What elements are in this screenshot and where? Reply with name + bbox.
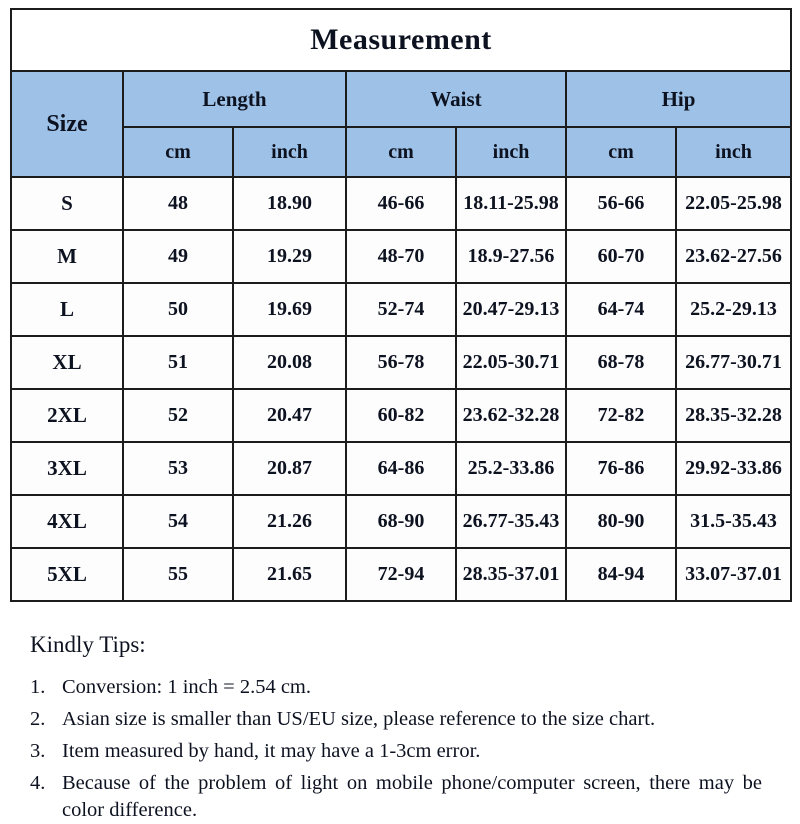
tip-number: 1. [30,676,46,698]
tip-text: Asian size is smaller than US/EU size, please reference to the size chart. [62,708,656,730]
table-row [11,442,791,495]
hip-cm-cell: 56-66 [566,177,676,230]
tip-number: 2. [30,708,46,730]
table-row [11,230,791,283]
hip-inch-cell: 31.5-35.43 [676,495,791,548]
length-cm-cell: 50 [123,283,233,336]
hip-cm-cell: 72-82 [566,389,676,442]
waist-inch-cell: 22.05-30.71 [456,336,566,389]
length-inch-cell: 18.90 [233,177,346,230]
hip-inch-header: inch [676,127,791,177]
waist-inch-cell: 18.11-25.98 [456,177,566,230]
group-header-row [11,71,791,127]
size-cell: S [11,177,123,230]
hip-cm-cell: 80-90 [566,495,676,548]
length-cm-cell: 52 [123,389,233,442]
table-row [11,389,791,442]
tip-item [30,674,780,701]
tip-number: 3. [30,740,46,762]
length-inch-cell: 20.47 [233,389,346,442]
tip-text: Conversion: 1 inch = 2.54 cm. [62,676,311,698]
size-cell: L [11,283,123,336]
waist-inch-cell: 25.2-33.86 [456,442,566,495]
table-row [11,495,791,548]
waist-inch-header: inch [456,127,566,177]
hip-inch-cell: 22.05-25.98 [676,177,791,230]
waist-cm-cell: 72-94 [346,548,456,601]
length-cm-cell: 55 [123,548,233,601]
waist-inch-cell: 28.35-37.01 [456,548,566,601]
waist-inch-cell: 20.47-29.13 [456,283,566,336]
waist-inch-cell: 23.62-32.28 [456,389,566,442]
length-inch-cell: 21.65 [233,548,346,601]
page-title: Measurement [11,9,791,71]
waist-cm-cell: 64-86 [346,442,456,495]
hip-cm-cell: 76-86 [566,442,676,495]
hip-inch-cell: 33.07-37.01 [676,548,791,601]
size-cell: M [11,230,123,283]
tips-heading: Kindly Tips: [30,632,146,657]
size-cell: XL [11,336,123,389]
waist-cm-cell: 46-66 [346,177,456,230]
hip-inch-cell: 25.2-29.13 [676,283,791,336]
hip-cm-header: cm [566,127,676,177]
waist-cm-cell: 60-82 [346,389,456,442]
length-cm-cell: 49 [123,230,233,283]
table-row [11,336,791,389]
length-inch-header: inch [233,127,346,177]
hip-inch-cell: 26.77-30.71 [676,336,791,389]
length-inch-cell: 19.69 [233,283,346,336]
waist-cm-header: cm [346,127,456,177]
length-cm-header: cm [123,127,233,177]
length-cm-cell: 51 [123,336,233,389]
length-group-header: Length [123,71,346,127]
tip-number: 4. [30,772,46,794]
size-cell: 5XL [11,548,123,601]
length-inch-cell: 19.29 [233,230,346,283]
table-row [11,177,791,230]
hip-inch-cell: 28.35-32.28 [676,389,791,442]
waist-inch-cell: 18.9-27.56 [456,230,566,283]
length-cm-cell: 48 [123,177,233,230]
size-cell: 2XL [11,389,123,442]
title-row [11,9,791,71]
hip-group-header: Hip [566,71,791,127]
size-cell: 3XL [11,442,123,495]
waist-inch-cell: 26.77-35.43 [456,495,566,548]
tip-text: Item measured by hand, it may have a 1-3cm error. [62,740,481,762]
waist-cm-cell: 56-78 [346,336,456,389]
tip-item [30,706,780,733]
hip-inch-cell: 23.62-27.56 [676,230,791,283]
tip-item [30,738,780,765]
measurement-table [10,8,792,602]
hip-cm-cell: 68-78 [566,336,676,389]
unit-header-row [11,127,791,177]
length-inch-cell: 20.08 [233,336,346,389]
hip-cm-cell: 64-74 [566,283,676,336]
hip-inch-cell: 29.92-33.86 [676,442,791,495]
table-row [11,548,791,601]
tip-item [30,770,780,824]
hip-cm-cell: 84-94 [566,548,676,601]
length-cm-cell: 53 [123,442,233,495]
waist-cm-cell: 68-90 [346,495,456,548]
tip-text: Because of the problem of light on mobile phone/computer screen, there may be color difference. [62,772,762,821]
waist-group-header: Waist [346,71,566,127]
tips-section [30,632,780,824]
length-inch-cell: 21.26 [233,495,346,548]
table-row [11,283,791,336]
hip-cm-cell: 60-70 [566,230,676,283]
size-column-header: Size [11,71,123,177]
length-inch-cell: 20.87 [233,442,346,495]
size-cell: 4XL [11,495,123,548]
waist-cm-cell: 48-70 [346,230,456,283]
waist-cm-cell: 52-74 [346,283,456,336]
length-cm-cell: 54 [123,495,233,548]
tips-list [30,674,780,824]
